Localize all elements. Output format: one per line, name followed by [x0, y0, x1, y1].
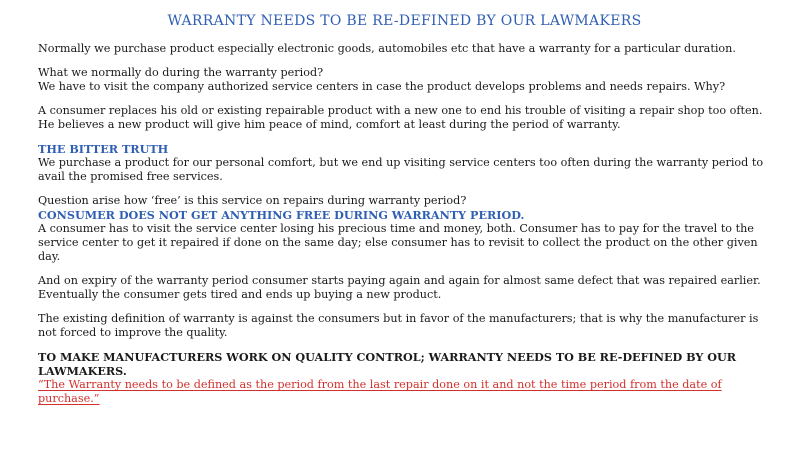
expiry-paragraph: And on expiry of the warranty period consumer starts paying again and again for almost same defect that was repaired earlier. Eventually the consumer gets tired and ends up buying a new product.	[38, 274, 761, 301]
warranty-definition-quote: “The Warranty needs to be defined as the period from the last repair done on it and not the time period from the date of purchase.”	[38, 378, 722, 405]
definition-paragraph: The existing definition of warranty is against the consumers but in favor of the manufacturers; that is why the manufacturer is not forced to improve the quality.	[38, 312, 759, 339]
free-question-line: Question arise how ‘free’ is this service on repairs during warranty period?	[38, 194, 467, 207]
service-center-paragraph: We have to visit the company authorized service centers in case the product develops problems and needs repairs. Why?	[38, 80, 726, 93]
service-visit-paragraph: A consumer has to visit the service center losing his precious time and money, both. Consumer has to pay for the travel to the service center to get it repaired if done on the same day; else consumer has to revisit to collect the product on the other given day.	[38, 222, 758, 263]
bitter-truth-heading: THE BITTER TRUTH	[38, 142, 169, 156]
bitter-truth-paragraph: We purchase a product for our personal comfort, but we end up visiting service centers too often during the warranty period to avail the promised free services.	[38, 156, 764, 183]
consumer-replaces-paragraph: A consumer replaces his old or existing repairable product with a new one to end his trouble of visiting a repair shop too often. He believes a new product will give him peace of mind, comfort at least during the period of warranty.	[38, 104, 763, 131]
intro-paragraph: Normally we purchase product especially electronic goods, automobiles etc that have a warranty for a particular duration.	[38, 42, 736, 55]
document-title: WARRANTY NEEDS TO BE RE-DEFINED BY OUR LAWMAKERS	[167, 13, 642, 29]
call-to-action-paragraph: TO MAKE MANUFACTURERS WORK ON QUALITY CONTROL; WARRANTY NEEDS TO BE RE-DEFINED BY OUR LAWMAKERS.	[38, 350, 737, 378]
nothing-free-heading: CONSUMER DOES NOT GET ANYTHING FREE DURING WARRANTY PERIOD.	[38, 208, 525, 222]
question-line: What we normally do during the warranty period?	[38, 66, 324, 79]
